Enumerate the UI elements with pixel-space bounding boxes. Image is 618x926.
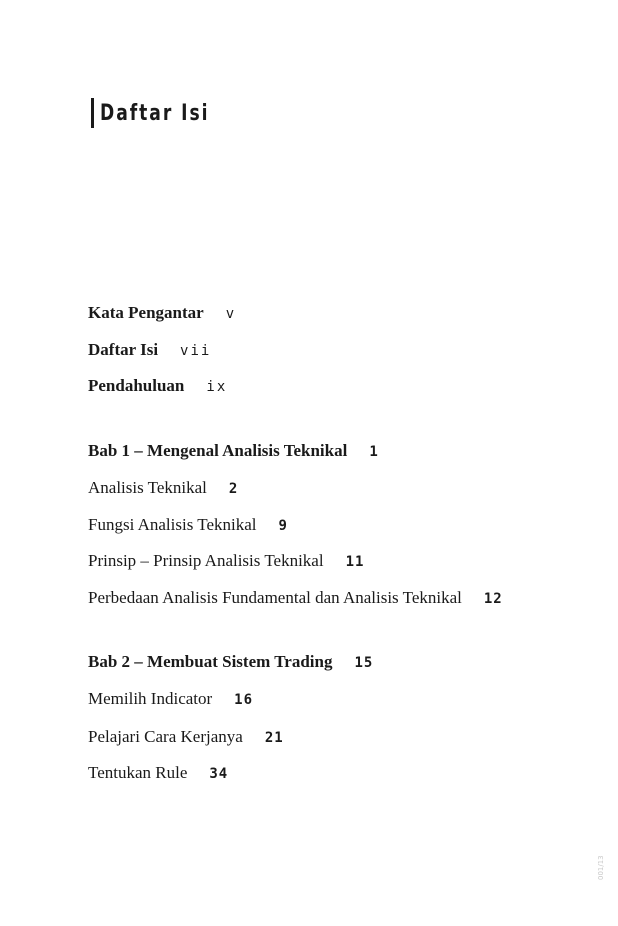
page-title: [91, 98, 240, 128]
toc-entry-label: Fungsi Analisis Teknikal: [88, 515, 257, 534]
toc-entry-label: Kata Pengantar: [88, 303, 204, 322]
toc-entry-label: Tentukan Rule: [88, 763, 188, 782]
toc-entry-label: Pendahuluan: [88, 376, 185, 395]
title-bar-divider: [91, 98, 94, 128]
toc-entry-prinsip-analisis-teknikal: [88, 551, 364, 572]
toc-entry-pelajari-cara-kerjanya: [88, 727, 284, 748]
toc-entry-label: Bab 2 – Membuat Sistem Trading: [88, 652, 333, 671]
toc-entry-bab-1: [88, 441, 379, 462]
toc-entry-bab-2: [88, 652, 373, 673]
toc-entry-page: 2: [228, 481, 239, 497]
toc-entry-label: Daftar Isi: [88, 340, 159, 359]
toc-entry-page: 15: [354, 655, 374, 671]
toc-entry-page: 12: [483, 591, 503, 607]
page-title-text: Daftar Isi: [100, 100, 210, 126]
toc-entry-page: 11: [345, 554, 365, 570]
toc-entry-label: Perbedaan Analisis Fundamental dan Analisis Teknikal: [88, 588, 462, 607]
toc-entry-label: Bab 1 – Mengenal Analisis Teknikal: [88, 441, 348, 460]
toc-entry-page: 34: [209, 766, 229, 782]
page-side-mark: 001/13: [597, 855, 605, 880]
toc-entry-pendahuluan: [88, 376, 227, 397]
toc-entry-page: 9: [278, 518, 288, 534]
toc-entry-memilih-indicator: [88, 689, 253, 710]
toc-entry-label: Pelajari Cara Kerjanya: [88, 727, 243, 746]
toc-entry-tentukan-rule: [88, 763, 228, 784]
toc-entry-perbedaan-analisis: [88, 588, 503, 609]
toc-entry-analisis-teknikal: [88, 478, 238, 499]
toc-entry-page: 21: [264, 730, 284, 746]
toc-entry-page: vii: [180, 343, 212, 359]
toc-entry-page: v: [225, 306, 237, 322]
toc-entry-page: ix: [206, 379, 228, 395]
toc-entry-label: Memilih Indicator: [88, 689, 213, 708]
toc-entry-label: Prinsip – Prinsip Analisis Teknikal: [88, 551, 324, 570]
toc-entry-kata-pengantar: [88, 303, 236, 324]
toc-entry-daftar-isi: [88, 340, 211, 361]
toc-entry-page: 16: [234, 692, 254, 708]
toc-entry-page: 1: [369, 444, 379, 460]
toc-entry-fungsi-analisis-teknikal: [88, 515, 288, 536]
toc-entry-label: Analisis Teknikal: [88, 478, 207, 497]
